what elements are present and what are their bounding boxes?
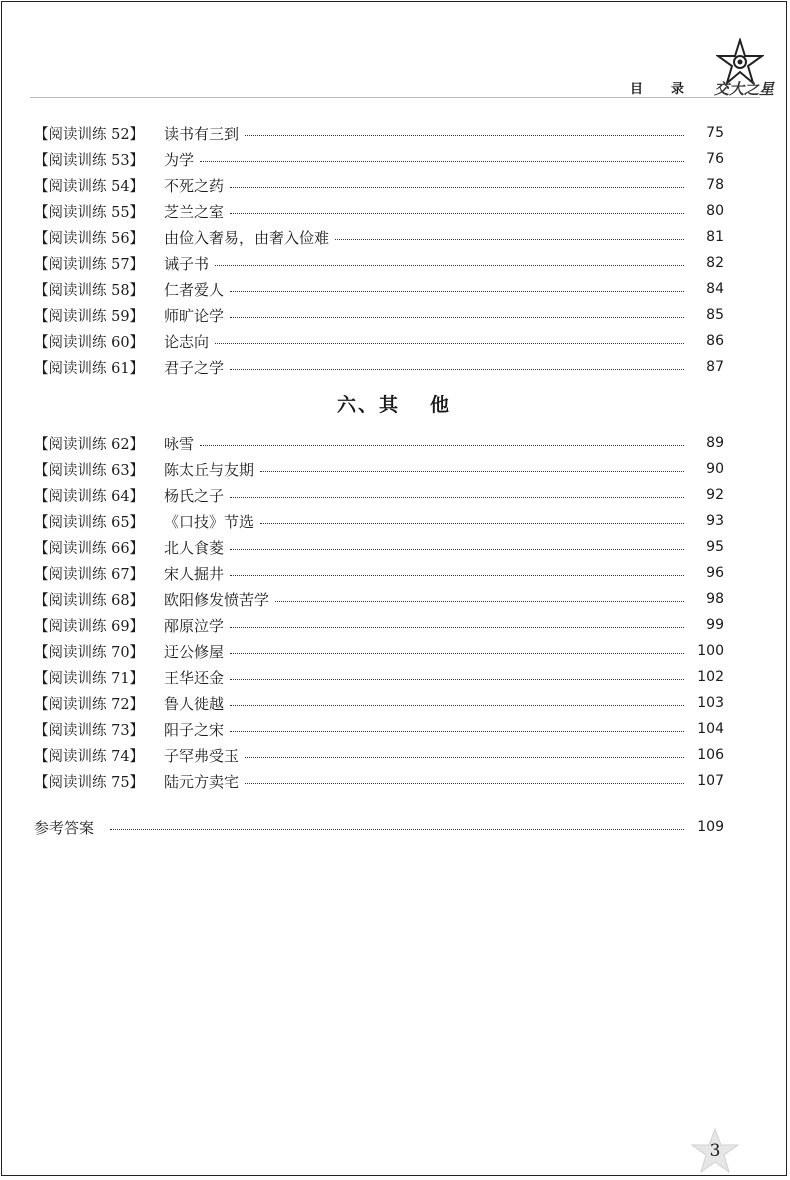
dot-leader: [245, 125, 684, 136]
dot-leader: [230, 617, 684, 628]
entry-page-number: 107: [697, 773, 724, 789]
dot-leader: [260, 513, 684, 524]
entry-title: 子罕弗受玉: [164, 746, 240, 765]
entry-page-number: 90: [706, 461, 724, 477]
header-rule: [30, 97, 760, 98]
dot-leader: [230, 643, 684, 654]
toc-entry[interactable]: [34, 768, 724, 794]
toc-group-b: [34, 430, 724, 794]
dot-leader: [260, 461, 684, 472]
entry-title: 陈太丘与友期: [164, 460, 255, 479]
section-title-part2: 他: [430, 394, 452, 416]
entry-lesson-label: 【阅读训练 53】: [34, 152, 145, 169]
toc-entry[interactable]: [34, 328, 724, 354]
toc-entry[interactable]: [34, 560, 724, 586]
entry-title: 阳子之宋: [164, 720, 225, 739]
entry-title: 邴原泣学: [164, 616, 225, 635]
dot-leader: [110, 819, 684, 830]
entry-title: 咏雪: [164, 434, 195, 453]
dot-leader: [230, 695, 684, 706]
toc-entry[interactable]: [34, 354, 724, 380]
table-of-contents: [34, 120, 724, 840]
toc-entry[interactable]: [34, 198, 724, 224]
dot-leader: [215, 255, 684, 266]
entry-page-number: 102: [697, 669, 724, 685]
entry-title: 论志向: [164, 332, 210, 351]
entry-title: 陆元方卖宅: [164, 772, 240, 791]
entry-lesson-label: 【阅读训练 59】: [34, 308, 145, 325]
entry-title: 君子之学: [164, 358, 225, 377]
header-label-mu: 目: [630, 82, 644, 97]
dot-leader: [230, 539, 684, 550]
entry-lesson-label: 【阅读训练 52】: [34, 126, 145, 143]
entry-lesson-label: 【阅读训练 56】: [34, 230, 145, 247]
dot-leader: [200, 435, 684, 446]
toc-entry[interactable]: [34, 120, 724, 146]
toc-entry[interactable]: [34, 534, 724, 560]
entry-title: 《口技》节选: [164, 512, 255, 531]
entry-page-number: 78: [706, 177, 724, 193]
dot-leader: [275, 591, 684, 602]
entry-lesson-label: 【阅读训练 54】: [34, 178, 145, 195]
entry-lesson-label: 【阅读训练 57】: [34, 256, 145, 273]
entry-lesson-label: 【阅读训练 61】: [34, 360, 145, 377]
toc-entry[interactable]: [34, 250, 724, 276]
entry-title: 为学: [164, 150, 195, 169]
page-number: 3: [709, 1141, 721, 1161]
dot-leader: [230, 487, 684, 498]
entry-page-number: 100: [697, 643, 724, 659]
entry-lesson-label: 【阅读训练 73】: [34, 722, 145, 739]
entry-title: 芝兰之室: [164, 202, 225, 221]
dot-leader: [230, 359, 684, 370]
dot-leader: [230, 565, 684, 576]
toc-entry[interactable]: [34, 172, 724, 198]
entry-title: 北人食菱: [164, 538, 225, 557]
entry-lesson-label: 【阅读训练 67】: [34, 566, 145, 583]
entry-title: 宋人掘井: [164, 564, 225, 583]
answers-title: 参考答案: [34, 818, 95, 837]
entry-page-number: 87: [706, 359, 724, 375]
dot-leader: [230, 721, 684, 732]
toc-entry[interactable]: [34, 276, 724, 302]
entry-title: 仁者爱人: [164, 280, 225, 299]
toc-entry[interactable]: [34, 664, 724, 690]
dot-leader: [245, 747, 684, 758]
entry-page-number: 85: [706, 307, 724, 323]
entry-title: 鲁人徙越: [164, 694, 225, 713]
toc-entry[interactable]: [34, 482, 724, 508]
dot-leader: [230, 669, 684, 680]
entry-lesson-label: 【阅读训练 60】: [34, 334, 145, 351]
dot-leader: [230, 177, 684, 188]
toc-entry[interactable]: [34, 508, 724, 534]
header-label-lu: 录: [671, 82, 685, 97]
brand-name: 交大之星: [714, 80, 775, 98]
entry-page-number: 80: [706, 203, 724, 219]
entry-lesson-label: 【阅读训练 69】: [34, 618, 145, 635]
dot-leader: [335, 229, 684, 240]
toc-entry[interactable]: [34, 716, 724, 742]
entry-title: 师旷论学: [164, 306, 225, 325]
section-title-part1: 六、其: [336, 394, 400, 416]
entry-lesson-label: 【阅读训练 64】: [34, 488, 145, 505]
dot-leader: [215, 333, 684, 344]
dot-leader: [230, 203, 684, 214]
dot-leader: [230, 307, 684, 318]
entry-page-number: 84: [706, 281, 724, 297]
dot-leader: [230, 281, 684, 292]
toc-entry[interactable]: [34, 690, 724, 716]
entry-lesson-label: 【阅读训练 71】: [34, 670, 145, 687]
entry-lesson-label: 【阅读训练 58】: [34, 282, 145, 299]
toc-entry[interactable]: [34, 586, 724, 612]
dot-leader: [200, 151, 684, 162]
entry-lesson-label: 【阅读训练 70】: [34, 644, 145, 661]
dot-leader: [245, 773, 684, 784]
entry-lesson-label: 【阅读训练 62】: [34, 436, 145, 453]
toc-group-a: [34, 120, 724, 380]
entry-title: 欧阳修发愤苦学: [164, 590, 270, 609]
page-number-badge: [690, 1126, 740, 1176]
entry-lesson-label: 【阅读训练 68】: [34, 592, 145, 609]
toc-entry[interactable]: [34, 456, 724, 482]
entry-title: 诫子书: [164, 254, 210, 273]
entry-page-number: 89: [706, 435, 724, 451]
entry-page-number: 95: [706, 539, 724, 555]
entry-page-number: 93: [706, 513, 724, 529]
toc-entry[interactable]: [34, 224, 724, 250]
entry-title: 由俭入奢易，由奢入俭难: [164, 228, 330, 247]
entry-page-number: 104: [697, 721, 724, 737]
entry-page-number: 103: [697, 695, 724, 711]
entry-title: 读书有三到: [164, 124, 240, 143]
entry-page-number: 96: [706, 565, 724, 581]
entry-lesson-label: 【阅读训练 74】: [34, 748, 145, 765]
entry-lesson-label: 【阅读训练 72】: [34, 696, 145, 713]
entry-page-number: 92: [706, 487, 724, 503]
entry-title: 杨氏之子: [164, 486, 225, 505]
entry-title: 迂公修屋: [164, 642, 225, 661]
toc-entry[interactable]: [34, 638, 724, 664]
entry-title: 不死之药: [164, 176, 225, 195]
toc-entry[interactable]: [34, 302, 724, 328]
entry-lesson-label: 【阅读训练 63】: [34, 462, 145, 479]
entry-lesson-label: 【阅读训练 66】: [34, 540, 145, 557]
toc-entry[interactable]: [34, 612, 724, 638]
entry-page-number: 76: [706, 151, 724, 167]
entry-page-number: 98: [706, 591, 724, 607]
entry-lesson-label: 【阅读训练 75】: [34, 774, 145, 791]
toc-entry[interactable]: [34, 742, 724, 768]
toc-entry[interactable]: [34, 146, 724, 172]
entry-page-number: 82: [706, 255, 724, 271]
entry-lesson-label: 【阅读训练 65】: [34, 514, 145, 531]
entry-page-number: 86: [706, 333, 724, 349]
entry-lesson-label: 【阅读训练 55】: [34, 204, 145, 221]
entry-page-number: 99: [706, 617, 724, 633]
page-header: [630, 78, 684, 97]
entry-page-number: 81: [706, 229, 724, 245]
entry-page-number: 106: [697, 747, 724, 763]
section-title: [34, 380, 724, 430]
toc-entry[interactable]: [34, 430, 724, 456]
toc-answers-row[interactable]: [34, 814, 724, 840]
entry-title: 王华还金: [164, 668, 225, 687]
entry-page-number: 75: [706, 125, 724, 141]
answers-page: 109: [697, 819, 724, 835]
